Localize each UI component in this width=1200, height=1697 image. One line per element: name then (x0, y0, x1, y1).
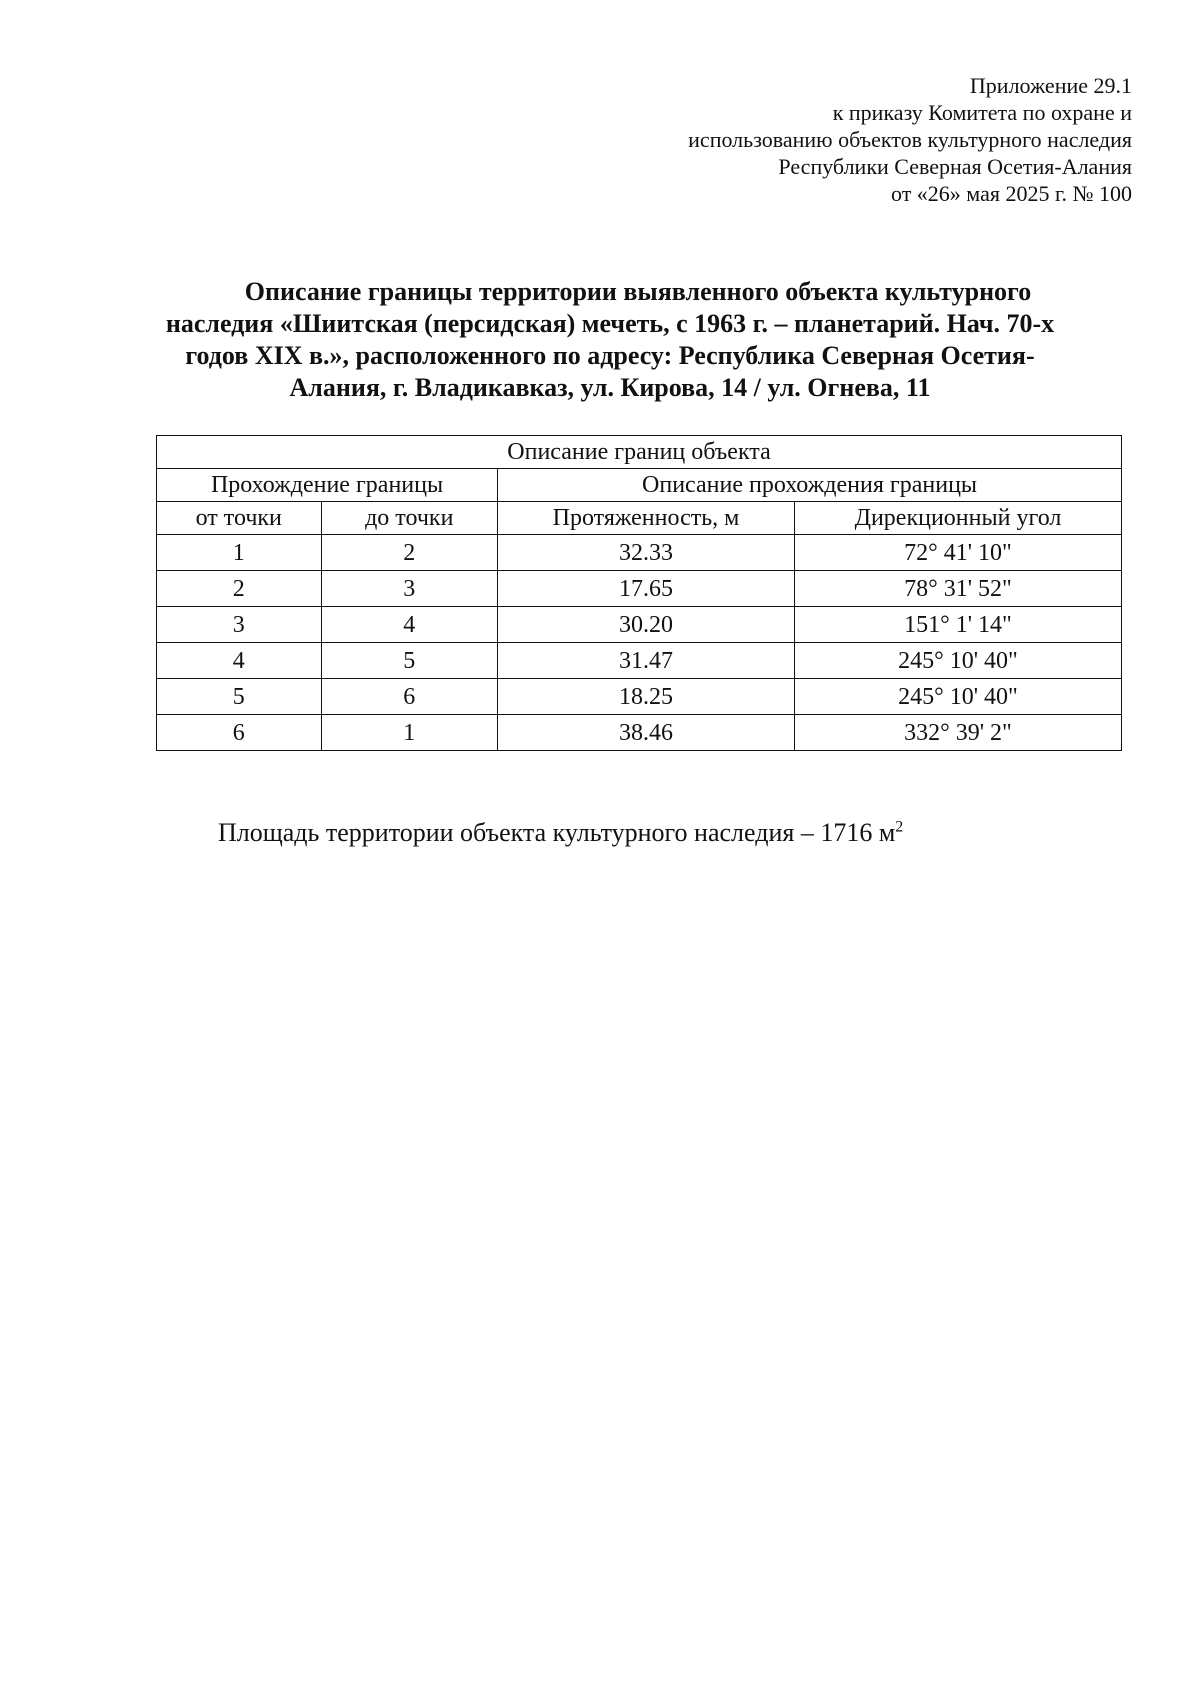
table-row (157, 607, 1122, 643)
cell-angle: 245° 10' 40" (794, 679, 1121, 715)
cell-from: 2 (157, 571, 322, 607)
cell-to: 1 (321, 715, 498, 751)
cell-angle: 151° 1' 14" (794, 607, 1121, 643)
cell-from: 5 (157, 679, 322, 715)
document-title (150, 276, 1070, 404)
cell-to: 2 (321, 535, 498, 571)
appendix-order-date: от «26» мая 2025 г. № 100 (890, 181, 1132, 206)
title-line: Алания, г. Владикавказ, ул. Кирова, 14 / ул. Огнева, 11 (289, 373, 931, 402)
cell-angle: 332° 39' 2" (794, 715, 1121, 751)
boundary-table (156, 435, 1122, 751)
cell-length: 32.33 (498, 535, 795, 571)
area-unit-power: 2 (895, 818, 904, 836)
cell-to: 5 (321, 643, 498, 679)
appendix-line: Республики Северная Осетия-Алания (778, 154, 1132, 179)
cell-from: 1 (157, 535, 322, 571)
cell-length: 30.20 (498, 607, 795, 643)
title-line: наследия «Шиитская (персидская) мечеть, с 1963 г. – планетарий. Нач. 70-х (165, 309, 1055, 338)
column-header-length: Протяженность, м (498, 502, 795, 535)
cell-to: 4 (321, 607, 498, 643)
group-header-passage: Прохождение границы (157, 469, 498, 502)
column-header-angle: Дирекционный угол (794, 502, 1121, 535)
table-row (157, 715, 1122, 751)
cell-from: 3 (157, 607, 322, 643)
appendix-line: использованию объектов культурного наследия (688, 127, 1132, 152)
cell-angle: 78° 31' 52" (794, 571, 1121, 607)
cell-angle: 72° 41' 10" (794, 535, 1121, 571)
group-header-description: Описание прохождения границы (498, 469, 1122, 502)
territory-area (218, 818, 903, 848)
table-row (157, 679, 1122, 715)
area-text: Площадь территории объекта культурного наследия – 1716 м (218, 818, 896, 847)
table-row (157, 535, 1122, 571)
column-header-to: до точки (321, 502, 498, 535)
cell-angle: 245° 10' 40" (794, 643, 1121, 679)
cell-length: 31.47 (498, 643, 795, 679)
appendix-line: к приказу Комитета по охране и (832, 100, 1132, 125)
cell-length: 17.65 (498, 571, 795, 607)
appendix-header (688, 72, 1132, 207)
appendix-line: Приложение 29.1 (969, 73, 1132, 98)
cell-length: 18.25 (498, 679, 795, 715)
cell-to: 3 (321, 571, 498, 607)
table-row (157, 643, 1122, 679)
cell-from: 4 (157, 643, 322, 679)
table-caption: Описание границ объекта (157, 436, 1122, 469)
cell-to: 6 (321, 679, 498, 715)
title-line: Описание границы территории выявленного объекта культурного (244, 277, 1032, 306)
cell-length: 38.46 (498, 715, 795, 751)
column-header-from: от точки (157, 502, 322, 535)
cell-from: 6 (157, 715, 322, 751)
table-row (157, 571, 1122, 607)
title-line: годов XIX в.», расположенного по адресу: Республика Северная Осетия- (185, 341, 1035, 370)
